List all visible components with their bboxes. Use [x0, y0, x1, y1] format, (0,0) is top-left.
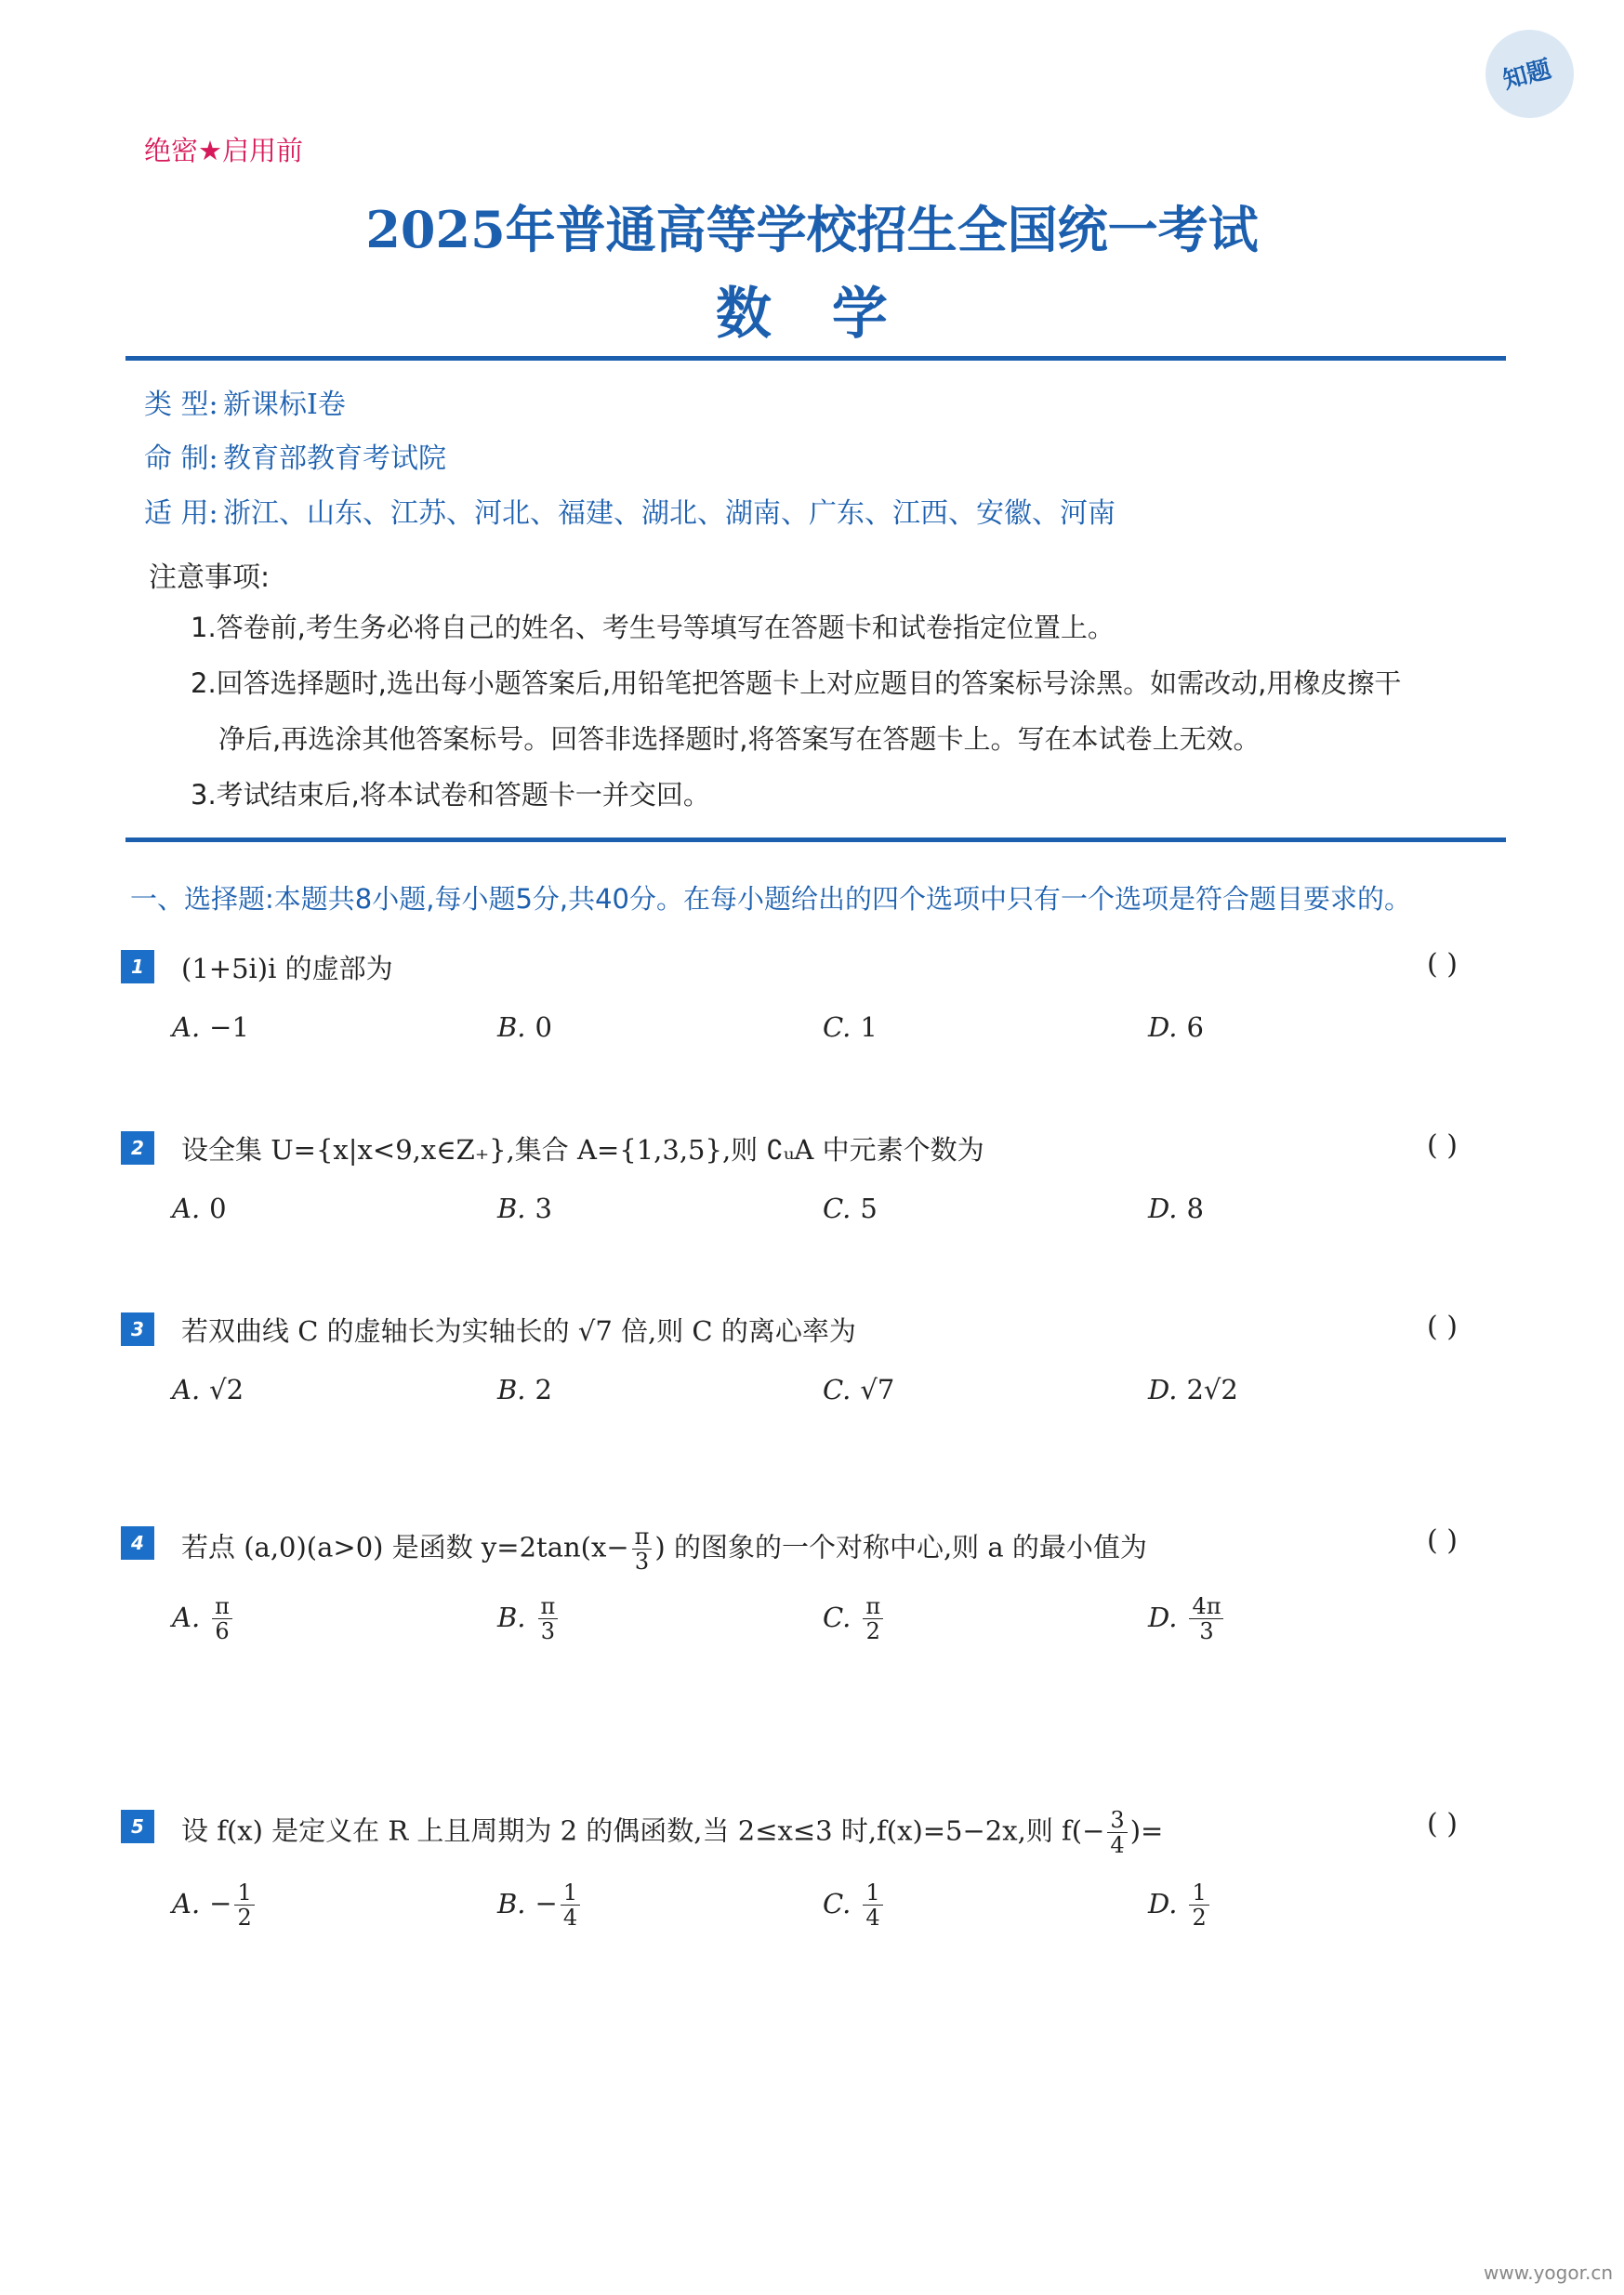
question-stem: 若双曲线 C 的虚轴长为实轴长的 √7 倍,则 C 的离心率为 [181, 1315, 856, 1347]
denominator: 4 [1110, 1832, 1125, 1858]
fraction [863, 1880, 882, 1930]
option-letter: B. [497, 1374, 526, 1405]
meta-author: 命 制: 教育部教育考试院 [144, 442, 446, 475]
numerator: π [212, 1594, 232, 1619]
numerator: π [538, 1594, 559, 1619]
option-a [172, 1193, 227, 1224]
option-letter: B. [497, 1887, 526, 1919]
exam-title: 2025年普通高等学校招生全国统一考试 [365, 200, 1259, 259]
option-c [823, 1594, 886, 1643]
option-c [823, 1880, 886, 1930]
option-letter: C. [823, 1601, 852, 1633]
divider-section [125, 838, 1506, 842]
fraction [632, 1524, 653, 1574]
question-number-badge: 2 [121, 1131, 154, 1165]
question-stem: 设全集 U={x|x<9,x∈Z₊},集合 A={1,3,5},则 ∁ᵤA 中元素个数为 [181, 1134, 984, 1166]
note-item: 净后,再选涂其他答案标号。回答非选择题时,将答案写在答题卡上。写在本试卷上无效。 [218, 723, 1261, 755]
option-value: 8 [1186, 1193, 1204, 1224]
option-b [497, 1193, 552, 1224]
option-value: √2 [209, 1374, 244, 1405]
denominator: 4 [865, 1905, 880, 1931]
option-c [823, 1193, 878, 1224]
secret-label: 绝密★启用前 [144, 135, 303, 166]
numerator: 1 [1189, 1880, 1208, 1906]
question-number-badge: 3 [121, 1312, 154, 1346]
numerator: π [632, 1524, 653, 1550]
subject-title: 数 学 [716, 282, 908, 347]
numerator: 1 [234, 1880, 254, 1906]
option-letter: D. [1148, 1601, 1178, 1633]
option-value: 2√2 [1186, 1374, 1238, 1405]
option-d [1148, 1011, 1204, 1043]
option-b [497, 1011, 552, 1043]
option-sign: − [535, 1887, 558, 1919]
option-letter: A. [172, 1011, 201, 1043]
fraction [1107, 1808, 1127, 1857]
option-value: −1 [209, 1011, 249, 1043]
option-value: 0 [535, 1011, 552, 1043]
stem-text: )= [1129, 1814, 1164, 1847]
denominator: 2 [1192, 1905, 1207, 1931]
note-item: 3.考试结束后,将本试卷和答题卡一并交回。 [191, 779, 710, 811]
numerator: 4π [1189, 1594, 1223, 1619]
denominator: 2 [237, 1905, 252, 1931]
stem-text: ) 的图象的一个对称中心,则 a 的最小值为 [654, 1531, 1147, 1563]
option-value: 1 [860, 1011, 878, 1043]
note-item: 1.答卷前,考生务必将自己的姓名、考生号等填写在答题卡和试卷指定位置上。 [191, 612, 1115, 643]
option-letter: C. [823, 1011, 852, 1043]
fraction [538, 1594, 559, 1643]
option-d [1148, 1193, 1204, 1224]
option-b [497, 1374, 552, 1405]
answer-paren: ( ) [1427, 1311, 1458, 1343]
section-heading: 一、选择题:本题共8小题,每小题5分,共40分。在每小题给出的四个选项中只有一个选项是符合题目要求的。 [130, 883, 1412, 915]
option-b [497, 1880, 583, 1930]
fraction [234, 1880, 254, 1930]
footer-url: www.yogor.cn [1483, 2262, 1613, 2284]
option-a [172, 1374, 244, 1405]
publisher-logo: 知题 [1485, 30, 1574, 118]
denominator: 4 [562, 1905, 578, 1931]
divider-top [125, 356, 1506, 361]
option-c [823, 1011, 878, 1043]
option-letter: A. [172, 1193, 201, 1224]
answer-paren: ( ) [1427, 948, 1458, 981]
option-a [172, 1011, 249, 1043]
question-stem [181, 1524, 1147, 1574]
option-c [823, 1374, 894, 1405]
numerator: 1 [561, 1880, 580, 1906]
option-sign: − [209, 1887, 232, 1919]
option-letter: B. [497, 1601, 526, 1633]
question-number-badge: 5 [121, 1810, 154, 1843]
option-letter: D. [1148, 1193, 1178, 1224]
option-d [1148, 1374, 1238, 1405]
option-value: 3 [535, 1193, 552, 1224]
fraction [1189, 1880, 1208, 1930]
option-b [497, 1594, 561, 1643]
stem-text: 设 f(x) 是定义在 R 上且周期为 2 的偶函数,当 2≤x≤3 时,f(x)=5−2x,则 f(− [181, 1814, 1105, 1847]
option-letter: C. [823, 1887, 852, 1919]
option-letter: C. [823, 1374, 852, 1405]
numerator: 3 [1107, 1808, 1127, 1833]
option-letter: C. [823, 1193, 852, 1224]
option-value: 6 [1186, 1011, 1204, 1043]
option-letter: D. [1148, 1887, 1178, 1919]
option-d [1148, 1880, 1212, 1930]
option-letter: D. [1148, 1374, 1178, 1405]
meta-type: 类 型: 新课标Ⅰ卷 [144, 389, 346, 421]
option-letter: A. [172, 1887, 201, 1919]
option-letter: B. [497, 1011, 526, 1043]
option-value: 0 [209, 1193, 227, 1224]
stem-text: 若点 (a,0)(a>0) 是函数 y=2tan(x− [181, 1531, 629, 1563]
option-letter: B. [497, 1193, 526, 1224]
option-letter: A. [172, 1374, 201, 1405]
answer-paren: ( ) [1427, 1129, 1458, 1162]
option-value: 5 [860, 1193, 878, 1224]
option-value: 2 [535, 1374, 552, 1405]
denominator: 3 [1199, 1618, 1214, 1644]
note-item: 2.回答选择题时,选出每小题答案后,用铅笔把答题卡上对应题目的答案标号涂黑。如需改动,用橡皮擦干 [191, 667, 1402, 699]
denominator: 2 [865, 1618, 880, 1644]
denominator: 3 [634, 1549, 650, 1575]
option-a [172, 1880, 257, 1930]
fraction [863, 1594, 883, 1643]
notes-title: 注意事项: [149, 561, 271, 594]
fraction [212, 1594, 232, 1643]
numerator: 1 [863, 1880, 882, 1906]
denominator: 6 [215, 1618, 230, 1644]
answer-paren: ( ) [1427, 1524, 1458, 1557]
numerator: π [863, 1594, 883, 1619]
answer-paren: ( ) [1427, 1808, 1458, 1840]
question-number-badge: 1 [121, 950, 154, 983]
question-number-badge: 4 [121, 1526, 154, 1560]
option-letter: D. [1148, 1011, 1178, 1043]
question-stem: (1+5i)i 的虚部为 [181, 953, 393, 984]
fraction [561, 1880, 580, 1930]
option-letter: A. [172, 1601, 201, 1633]
fraction [1189, 1594, 1223, 1643]
question-stem [181, 1808, 1163, 1857]
option-d [1148, 1594, 1226, 1643]
denominator: 3 [540, 1618, 556, 1644]
meta-regions: 适 用: 浙江、山东、江苏、河北、福建、湖北、湖南、广东、江西、安徽、河南 [144, 497, 1116, 530]
option-a [172, 1594, 235, 1643]
option-value: √7 [860, 1374, 895, 1405]
